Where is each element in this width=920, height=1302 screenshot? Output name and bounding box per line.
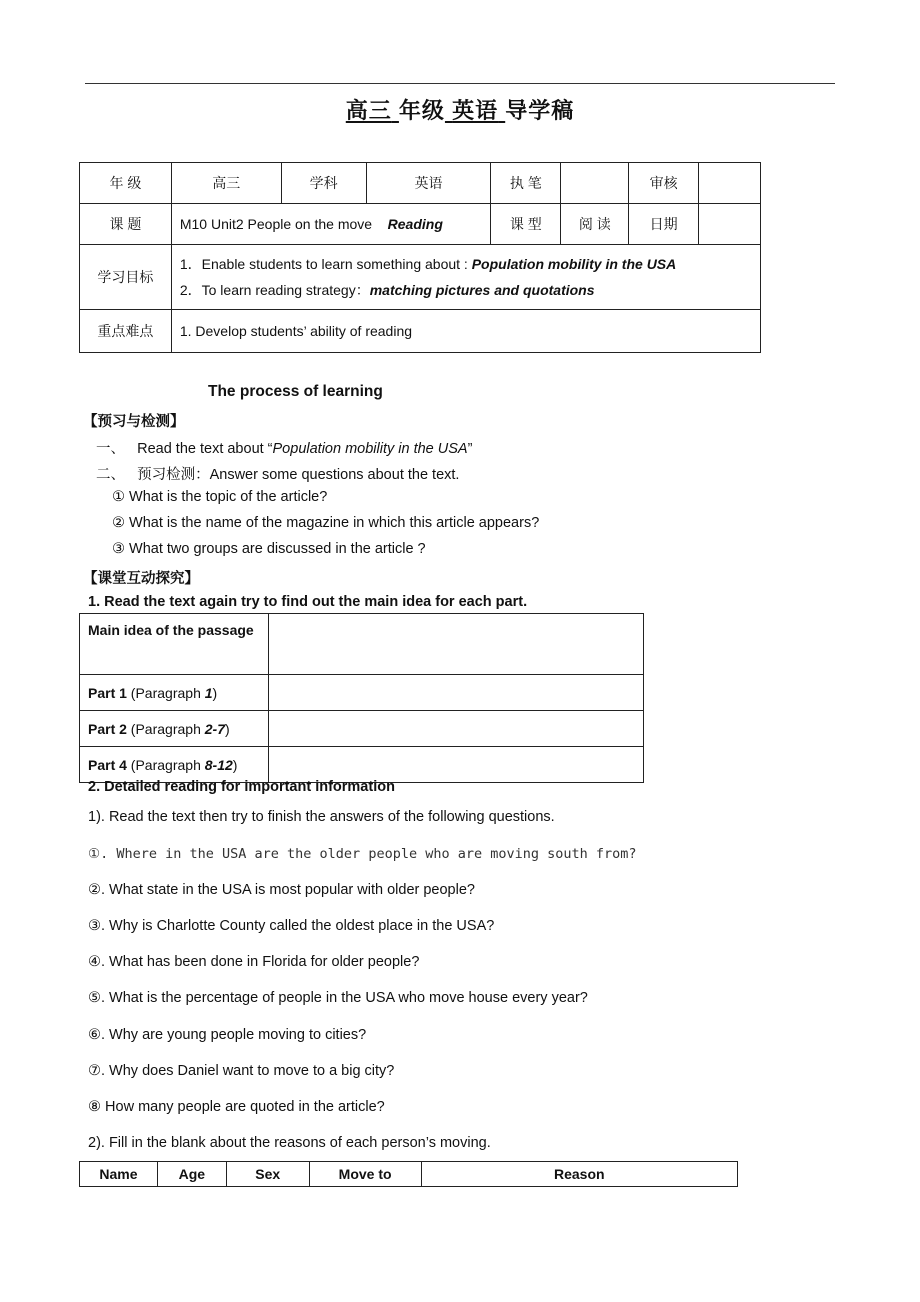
page-title — [0, 94, 920, 125]
preview-q1: ① What is the topic of the article? — [112, 489, 328, 505]
section-preview: 【预习与检测】 — [83, 414, 185, 430]
writer-value[interactable] — [561, 163, 629, 204]
detailed-sub2: 2). Fill in the blank about the reasons of each person’s moving. — [88, 1135, 491, 1151]
date-label: 日期 — [629, 204, 699, 245]
part2-label: Part 2 (Paragraph 2-7) — [80, 711, 269, 747]
col-reason: Reason — [421, 1162, 737, 1187]
preview-q2: ② What is the name of the magazine in which this article appears? — [112, 515, 540, 531]
detailed-sub1: 1). Read the text then try to finish the answers of the following questions. — [88, 809, 555, 825]
goal-2: 2．To learn reading strategy：matching pictures and quotations — [179, 282, 595, 298]
goals-label: 学习目标 — [80, 245, 172, 310]
info-table — [79, 162, 761, 353]
detailed-q3: ③. Why is Charlotte County called the oldest place in the USA? — [88, 918, 495, 934]
detailed-q2: ②. What state in the USA is most popular with older people? — [88, 882, 475, 898]
reason-table — [79, 1161, 738, 1187]
item-2: 二、 预习检测：Answer some questions about the text. — [96, 467, 460, 483]
process-heading: The process of learning — [208, 383, 383, 400]
detailed-q4: ④. What has been done in Florida for older people? — [88, 954, 420, 970]
topic-label: 课 题 — [80, 204, 172, 245]
detailed-q8: ⑧ How many people are quoted in the article? — [88, 1099, 385, 1115]
col-age: Age — [157, 1162, 226, 1187]
task-1: 1. Read the text again try to find out the main idea for each part. — [88, 594, 528, 610]
top-rule — [85, 83, 835, 84]
detailed-q1: ①. Where in the USA are the older people who are moving south from? — [88, 846, 637, 862]
col-sex: Sex — [226, 1162, 309, 1187]
title-grade: 高三 — [345, 98, 392, 123]
detailed-heading: 2. Detailed reading for important information — [88, 779, 395, 795]
date-value[interactable] — [699, 204, 761, 245]
type-value: 阅 读 — [561, 204, 629, 245]
goals-value — [171, 245, 760, 310]
topic-reading: Reading — [387, 216, 443, 232]
subject-label: 学科 — [281, 163, 366, 204]
key-value: 1. Develop students’ ability of reading — [171, 310, 760, 353]
topic-value: M10 Unit2 People on the move Reading — [171, 204, 491, 245]
grade-value: 高三 — [171, 163, 281, 204]
title-subject: 英语 — [452, 98, 499, 123]
title-mid: 年级 — [398, 98, 445, 123]
col-name: Name — [80, 1162, 158, 1187]
writer-label: 执 笔 — [491, 163, 561, 204]
type-label: 课 型 — [491, 204, 561, 245]
subject-value: 英语 — [366, 163, 491, 204]
part4-answer[interactable] — [268, 747, 643, 783]
part2-answer[interactable] — [268, 711, 643, 747]
grade-label: 年 级 — [80, 163, 172, 204]
part1-label: Part 1 (Paragraph 1) — [80, 675, 269, 711]
preview-q3: ③ What two groups are discussed in the article ? — [112, 541, 426, 557]
part1-answer[interactable] — [268, 675, 643, 711]
part4-label: Part 4 (Paragraph 8-12) — [80, 747, 269, 783]
main-idea-answer[interactable] — [268, 614, 643, 675]
col-move-to: Move to — [309, 1162, 421, 1187]
detailed-q7: ⑦. Why does Daniel want to move to a big city? — [88, 1063, 395, 1079]
detailed-q5: ⑤. What is the percentage of people in the USA who move house every year? — [88, 990, 588, 1006]
goal-1: 1．Enable students to learn something about : Population mobility in the USA — [179, 256, 677, 272]
item-1: 一、 Read the text about “Population mobility in the USA” — [96, 441, 473, 457]
review-label: 审核 — [629, 163, 699, 204]
review-value[interactable] — [699, 163, 761, 204]
title-tail: 导学稿 — [505, 98, 575, 123]
main-idea-table — [79, 613, 644, 783]
main-idea-label: Main idea of the passage — [80, 614, 269, 675]
section-classroom: 【课堂互动探究】 — [83, 571, 199, 587]
detailed-q6: ⑥. Why are young people moving to cities? — [88, 1027, 367, 1043]
key-label: 重点难点 — [80, 310, 172, 353]
